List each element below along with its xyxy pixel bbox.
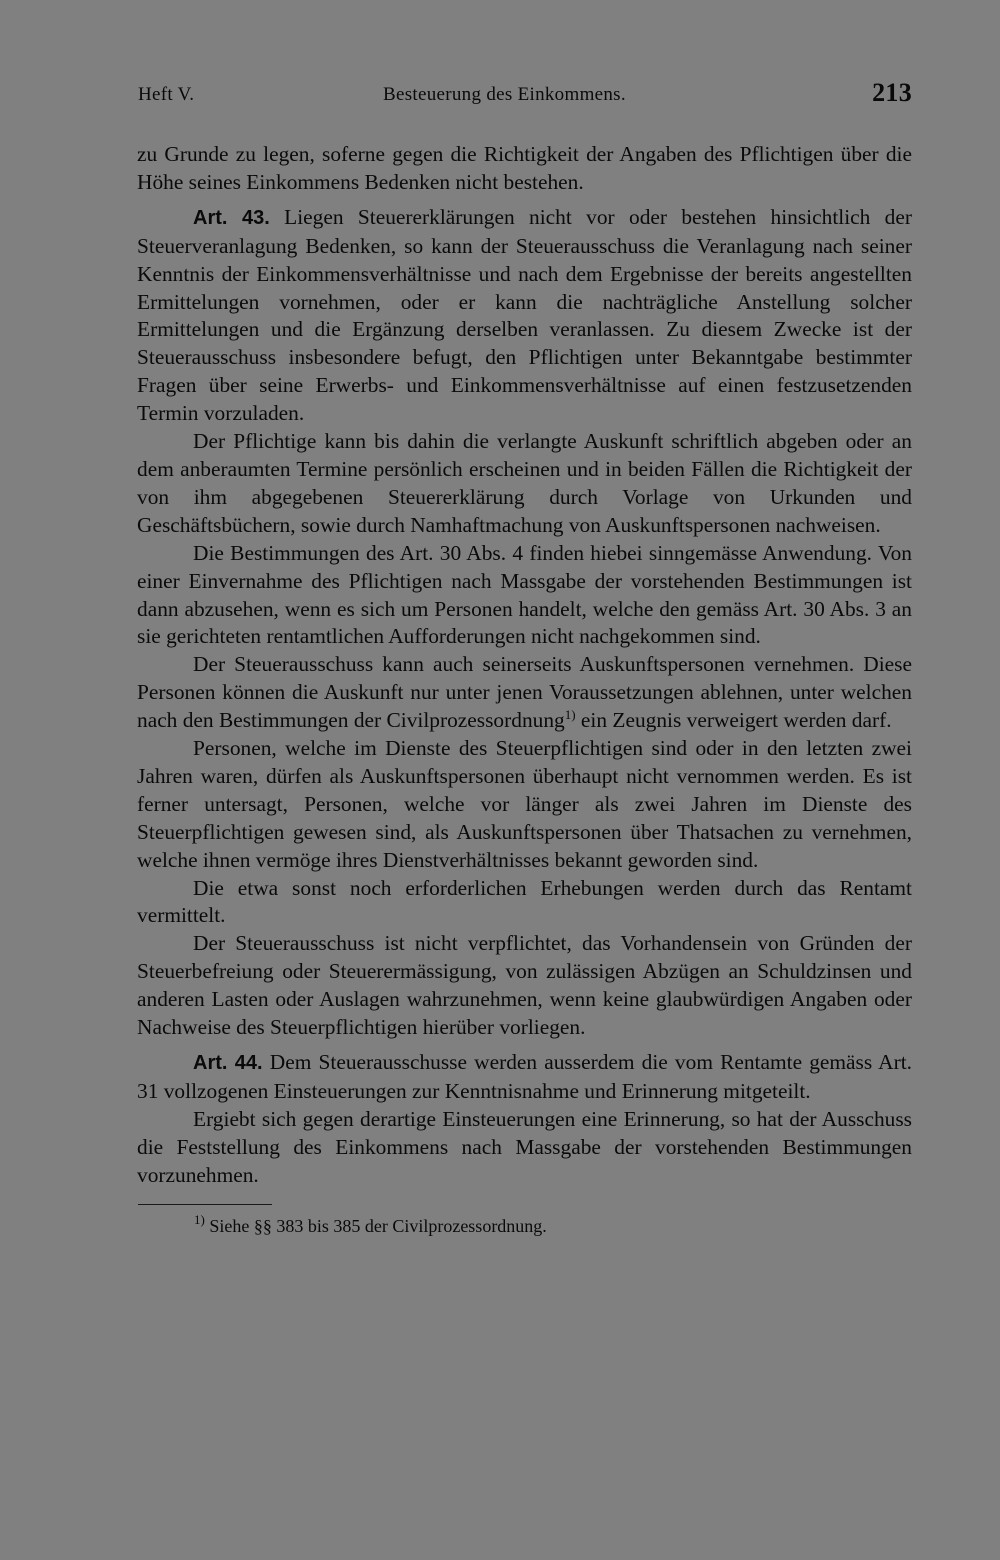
article-label-43: Art. 43. — [193, 206, 270, 229]
paragraph: Der Pflichtige kann bis dahin die verlangte Auskunft schriftlich abgeben oder an dem anberaumten Termine persönlich erscheinen und in beiden Fällen die Richtigkeit der von ihm abgegebenen Steuererklärung durch Vorlage von Urkunden und Geschäftsbüchern, sowie durch Namhaftmachung von Auskunftspersonen nachweisen. — [137, 429, 912, 537]
page-number: 213 — [872, 78, 912, 107]
article-label-44: Art. 44. — [193, 1052, 263, 1074]
paragraph: Die Bestimmungen des Art. 30 Abs. 4 finden hiebei sinngemässe Anwendung. Von einer Einvernahme des Pflichtigen nach Massgabe der vorstehenden Bestimmungen ist dann abzusehen, wenn es sich um Personen handelt, welche den gemäss Art. 30 Abs. 3 an sie gerichteten rentamtlichen Aufforderungen nicht nachgekommen sind. — [137, 540, 912, 649]
paragraph-text: Liegen Steuererklärungen nicht vor oder bestehen hinsichtlich der Steuerveranlagung Bedenken, so kann der Steuerausschuss die Veranlagung nach seiner Kenntnis der Einkommensverhältnisse und nach dem Ergebnisse der bereits angestellten Ermittelungen vornehmen, oder er kann die nachträgliche Anstellung solcher Ermittelungen und die Ergänzung derselben veranlassen. Zu diesem Zwecke ist der Steuerausschuss insbesondere befugt, den Pflichtigen unter Bekanntgabe bestimmter Fragen über seine Erwerbs- und Einkommensverhältnisse auf einen festzusetzenden Termin vorzuladen. — [137, 204, 912, 426]
page-body — [137, 141, 912, 1190]
running-header — [137, 78, 912, 112]
footnote-divider — [138, 1204, 272, 1205]
paragraph-art-44 — [137, 1049, 912, 1106]
paragraph: Ergiebt sich gegen derartige Einsteuerungen eine Erinnerung, so hat der Ausschuss die Feststellung des Einkommens nach Massgabe der vorstehenden Bestimmungen vorzunehmen. — [137, 1106, 912, 1187]
footnote-reference: 1) — [564, 707, 576, 723]
paragraph: Die etwa sonst noch erforderlichen Erhebungen werden durch das Rentamt vermittelt. — [137, 875, 912, 928]
paragraph-text: ein Zeugnis verweigert werden darf. — [575, 708, 892, 733]
footnote — [194, 1211, 912, 1237]
footnote-text: Siehe §§ 383 bis 385 der Civilprozessordnung. — [204, 1215, 547, 1236]
paragraph-art-43 — [137, 204, 912, 428]
book-page — [137, 78, 912, 1237]
paragraph: Der Steuerausschuss ist nicht verpflichtet, das Vorhandensein von Gründen der Steuerbefreiung oder Steuerermässigung, von zulässigen Abzügen an Schuldzinsen und anderen Lasten oder Auslagen wahrzunehmen, wenn keine glaubwürdigen Angaben oder Nachweise des Steuerpflichtigen hierüber vorliegen. — [137, 931, 912, 1040]
paragraph-continued: zu Grunde zu legen, soferne gegen die Richtigkeit der Angaben des Pflichtigen über die Höhe seines Einkommens Bedenken nicht bestehen. — [137, 142, 912, 194]
paragraph-text: Dem Steuerausschusse werden ausserdem die vom Rentamte gemäss Art. 31 vollzogenen Einsteuerungen zur Kenntnisnahme und Erinnerung mitgeteilt. — [137, 1050, 913, 1103]
header-volume: Heft V. — [138, 84, 195, 105]
header-title: Besteuerung des Einkommens. — [383, 84, 626, 105]
paragraph-with-footnote — [137, 651, 912, 735]
paragraph-text: Der Steuerausschuss kann auch seinerseits Auskunftspersonen vernehmen. Diese Personen können die Auskunft nur unter jenen Voraussetzungen ablehnen, unter welchen nach den Bestimmungen der Civilprozessordnung — [137, 652, 912, 733]
footnote-mark: 1) — [194, 1211, 205, 1227]
paragraph: Personen, welche im Dienste des Steuerpflichtigen sind oder in den letzten zwei Jahren waren, dürfen als Auskunftspersonen überhaupt nicht vernommen werden. Es ist ferner untersagt, Personen, welche vor länger als zwei Jahren im Dienste des Steuerpflichtigen gewesen sind, als Auskunftspersonen über Thatsachen zu vernehmen, welche ihnen vermöge ihres Dienstverhältnisses bekannt geworden sind. — [137, 736, 912, 872]
